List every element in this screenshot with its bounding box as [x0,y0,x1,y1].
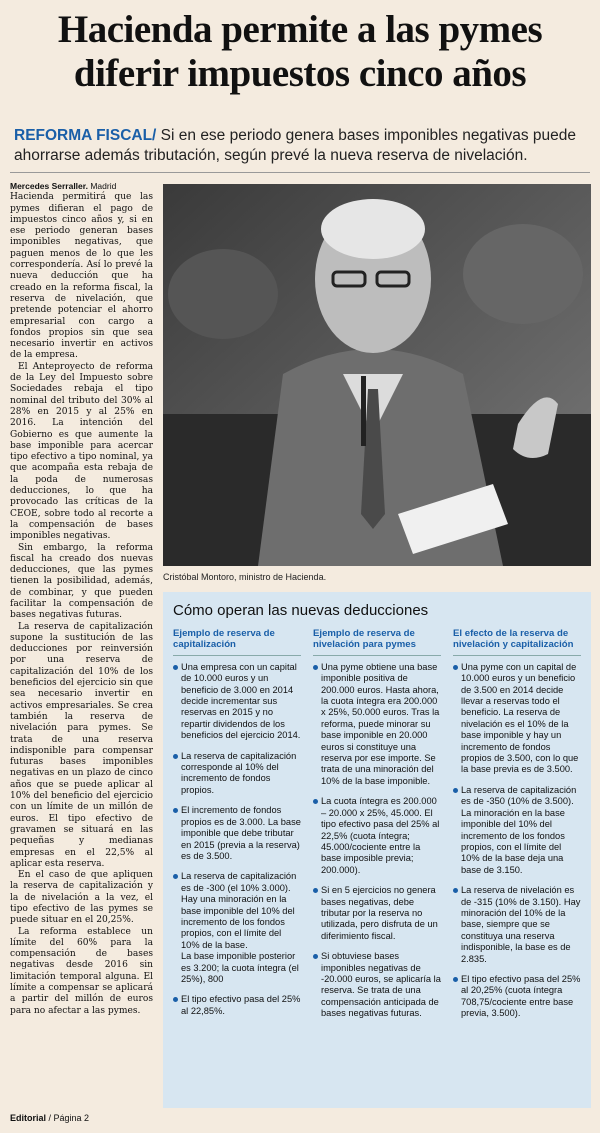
divider [10,172,590,173]
list-item: El tipo efectivo pasa del 25% al 22,85%. [173,994,301,1017]
info-column-nivelacion [313,628,441,1029]
list-item: Una pyme con un capital de 10.000 euros y un beneficio de 3.500 en 2014 decide llevar a reservas todo el beneficio. La reserva de nivelación es el 10% de la base imponible y hay un incremento de fondos propios de 3.500, con lo que la base previa es de 3.500. [453,662,581,776]
body-paragraph: Hacienda permitirá que las pymes difieran el pago de impuestos cinco años y, si en ese periodo generan bases imponibles negativas, que paguen menos de lo que les correspondería. Así lo prevé la nueva deducción que ha creado en la reforma fiscal, la reserva de nivelación, que pretende potenciar el ahorro empresarial con cargo a fondos propios sin que sea necesario invertir en activos de la empresa. [10,192,153,361]
list-item-text: La reserva de capitalización es de -300 (el 10% 3.000). Hay una minoración en la base imponible del 10% del incremento de los fondos propios, con el límite del 10% de la base. [181,871,297,950]
byline-place: Madrid [87,181,117,191]
body-paragraph: La reforma establece un límite del 60% para la compensación de bases negativas desde 2016 sin limitación temporal alguna. El límite a compensar se aplicará a partir del millón de euros para no afectar a las pymes. [10,926,153,1016]
footer-page: / Página 2 [46,1113,90,1123]
body-paragraph: Sin embargo, la reforma fiscal ha creado dos nuevas deducciones, que las pymes tienen la posibilidad, además, de combinar, y que pueden facilitar la compensación de bases negativas futuras. [10,542,153,621]
info-column-capitalizacion [173,628,301,1026]
deck [14,126,590,166]
list-item [173,871,301,985]
list-item: El incremento de fondos propios es de 3.000. La base imponible que debe tributar en 2015 (previa a la reserva) es de 3.500. [173,805,301,862]
list-item: La cuota íntegra es 200.000 – 20.000 x 25%, 45.000. El tipo efectivo pasa del 25% al 22,5% (cuota íntegra; 45.000/cociente entre la base imposible previa; 200.000). [313,796,441,876]
list-item-extra: La base imponible posterior es 3.200; la cuota íntegra (el 25%), 800 [181,951,299,984]
photo-illustration [163,184,591,566]
list-item: Si obtuviese bases imponibles negativas de -20.000 euros, se aplicaría la reserva. Se trata de una compensación anticipada de bases negativas futuras. [313,951,441,1019]
column-heading: El efecto de la reserva de nivelación y capitalización [453,628,581,656]
list-item: Una empresa con un capital de 10.000 euros y un beneficio de 3.000 en 2014 decide incrementar sus reservas en 2015 y no repartir dividendos de los beneficios del ejercicio 2014. [173,662,301,742]
footer-label: Editorial [10,1113,47,1123]
info-column-efecto [453,628,581,1029]
byline-author: Mercedes Serraller. [10,181,88,191]
list-item: Una pyme obtiene una base imponible positiva de 200.000 euros. Hasta ahora, la cuota íntegra era 200.000 x 25%, 50.000 euros. Tras la reforma, puede minorar su base imponible en 20.000 euros si constituye una reserva por ese importe. Se trata de una minoración del 10% de la base imponible. [313,662,441,787]
byline [10,181,153,192]
list-item: La reserva de capitalización corresponde al 10% del incremento de fondos propios. [173,751,301,797]
body-paragraph: La reserva de capitalización supone la sustitución de las deducciones por reinversión por una reserva de capitalización del 10% de los beneficios del ejercicio sin que sea necesario invertir en activos empresariales. Se crea también la reserva de nivelación para pymes. Se trata de una reserva indisponible para compensar futuras bases imponibles negativas en un plazo de cinco años que se puede aplicar al 10% del beneficio del ejercicio con un límite de un millón de euros. El tipo efectivo de gravamen se situará en las pequeñas y medianas empresas en el 22,5% al aplicar esta reserva. [10,621,153,869]
headline: Hacienda permite a las pymes diferir impuestos cinco años [57,8,543,95]
info-box-title: Cómo operan las nuevas deducciones [173,602,429,619]
column-heading: Ejemplo de reserva de nivelación para pymes [313,628,441,656]
column-heading: Ejemplo de reserva de capitalización [173,628,301,656]
list-item: La reserva de capitalización es de -350 (10% de 3.500). La minoración en la base imponible del 10% del incremento de los fondos propios, con el límite del 10% de la base deja una base de 3.150. [453,785,581,876]
section-kicker: REFORMA FISCAL/ [14,127,157,144]
portrait-photo [163,184,591,566]
body-paragraph: En el caso de que apliquen la reserva de capitalización y la de nivelación a la vez, el tipo efectivo de las pymes se puede situar en el 20,25%. [10,870,153,926]
info-box [163,592,591,1108]
deck-text: Si en ese periodo genera bases imponibles negativas puede ahorrarse además tributación, según prevé la nueva reserva de nivelación. [14,127,577,164]
article-body [10,181,153,1017]
photo-caption: Cristóbal Montoro, ministro de Hacienda. [163,572,327,582]
list-item: Si en 5 ejercicios no genera bases negativas, debe tributar por la reserva no utilizada, pero disfruta de un diferimiento fiscal. [313,885,441,942]
body-paragraph: El Anteproyecto de reforma de la Ley del Impuesto sobre Sociedades rebaja el tipo nominal del tributo del 30% al 28% en 2015 y al 25% en 2016. La intención del Gobierno es que aumente la base imponible para acercar tipo efectivo a tipo nominal, ya que acompaña esta rebaja de la poda de numerosas deducciones, lo que ha provocado las críticas de la CEOE, sobre todo al recorte a la compensación de bases imponibles negativas. [10,361,153,542]
list-item: El tipo efectivo pasa del 25% al 20,25% (cuota íntegra 708,75/cociente entre base previa, 3.500). [453,974,581,1020]
footer-reference [10,1113,89,1123]
list-item: La reserva de nivelación es de -315 (10% de 3.150). Hay minoración del 10% de la base, siempre que se constituya una reserva indisponible, la base es de 2.835. [453,885,581,965]
